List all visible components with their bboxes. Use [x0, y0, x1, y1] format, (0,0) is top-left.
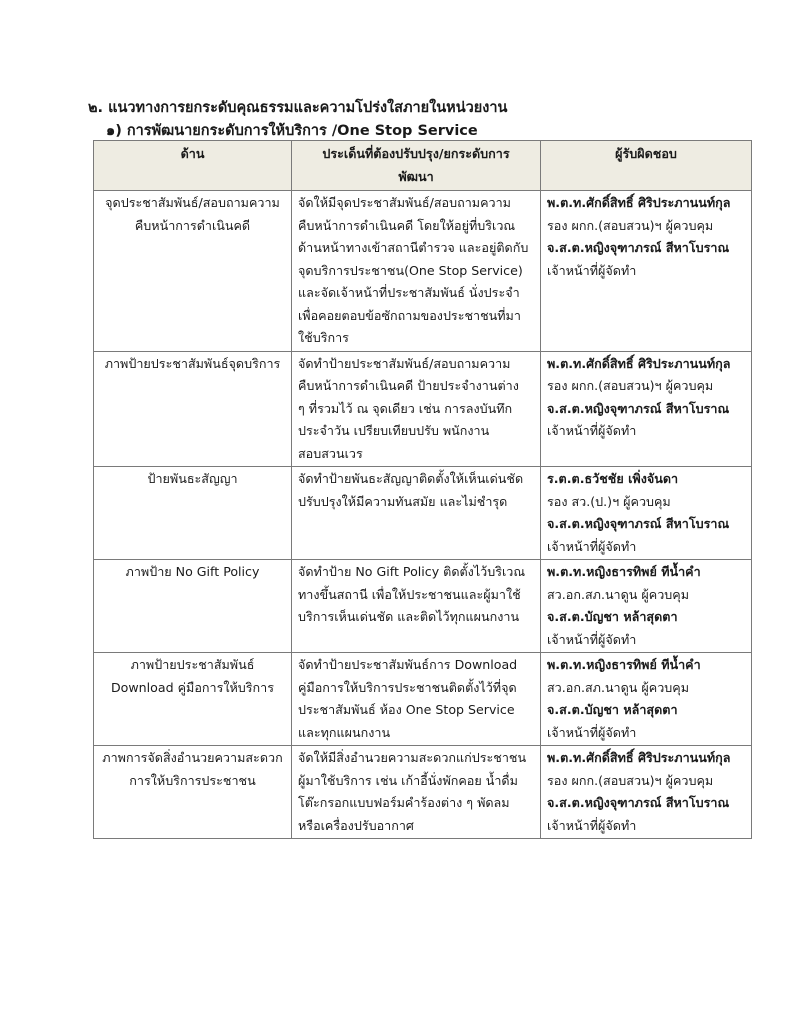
responsible-cell	[541, 746, 752, 839]
issue-cell-line: คืบหน้าการดำเนินคดี โดยให้อยู่ที่บริเวณ	[298, 217, 516, 233]
responsible-cell	[541, 351, 752, 467]
issue-cell	[292, 191, 541, 352]
officer-name: พ.ต.ท.ศักดิ์สิทธิ์ ศิริประภานนท์กุล	[547, 195, 731, 210]
subsection-heading: ๑) การพัฒนายกระดับการให้บริการ /One Stop Service	[106, 123, 478, 139]
header-responsible	[541, 141, 752, 191]
issue-cell-line: คืบหน้าการดำเนินคดี ป้ายประจำงานต่าง	[298, 378, 519, 393]
officer-name: จ.ส.ต.หญิงจุฑาภรณ์ สีหาโบราณ	[547, 240, 730, 255]
officer-name: จ.ส.ต.บัญชา หล้าสุดตา	[547, 609, 678, 624]
table-row	[94, 653, 752, 746]
aspect-cell	[94, 746, 292, 839]
service-improvement-table	[93, 140, 752, 839]
issue-cell-line: ปรับปรุงให้มีความทันสมัย และไม่ชำรุด	[298, 493, 508, 509]
issue-cell-line: จัดให้มีสิ่งอำนวยความสะดวกแก่ประชาชน	[298, 750, 527, 765]
issue-cell	[292, 560, 541, 653]
issue-cell-line: ผู้มาใช้บริการ เช่น เก้าอี้นั่งพักคอย น้ำดื่ม	[298, 772, 518, 788]
header-text-line: ผู้รับผิดชอบ	[615, 146, 677, 161]
officer-role: เจ้าหน้าที่ผู้จัดทำ	[547, 724, 637, 740]
issue-cell-line: และทุกแผนกงาน	[298, 724, 391, 740]
aspect-cell-line: ภาพการจัดสิ่งอำนวยความสะดวก	[102, 750, 283, 765]
table-row	[94, 560, 752, 653]
aspect-cell	[94, 653, 292, 746]
responsible-cell	[541, 191, 752, 352]
issue-cell-line: จัดทำป้ายประชาสัมพันธ์/สอบถามความ	[298, 355, 511, 371]
aspect-cell-line: ภาพป้ายประชาสัมพันธ์	[130, 657, 255, 672]
officer-role: เจ้าหน้าที่ผู้จัดทำ	[547, 817, 637, 833]
header-text-line: ด้าน	[180, 146, 205, 161]
table-row	[94, 191, 752, 352]
officer-name: จ.ส.ต.หญิงจุฑาภรณ์ สีหาโบราณ	[547, 795, 730, 810]
officer-role: รอง ผกก.(สอบสวน)ฯ ผู้ควบคุม	[547, 217, 714, 233]
officer-role: รอง ผกก.(สอบสวน)ฯ ผู้ควบคุม	[547, 772, 714, 788]
aspect-cell-line: Download คู่มือการให้บริการ	[110, 679, 275, 695]
table-body	[94, 191, 752, 839]
issue-cell-line: จัดทำป้ายประชาสัมพันธ์การ Download	[298, 657, 518, 672]
issue-cell-line: จัดทำป้ายพันธะสัญญาติดตั้งให้เห็นเด่นชัด	[298, 471, 524, 486]
aspect-cell-line: ภาพป้ายประชาสัมพันธ์จุดบริการ	[104, 355, 281, 371]
officer-name: พ.ต.ท.หญิงธารทิพย์ ทีน้ำคำ	[547, 564, 701, 579]
officer-role: รอง สว.(ป.)ฯ ผู้ควบคุม	[547, 493, 671, 509]
officer-role: เจ้าหน้าที่ผู้จัดทำ	[547, 538, 637, 554]
officer-name: พ.ต.ท.ศักดิ์สิทธิ์ ศิริประภานนท์กุล	[547, 355, 731, 371]
issue-cell-line: ใช้บริการ	[298, 330, 349, 345]
table-header-row	[94, 141, 752, 191]
aspect-cell-line: ป้ายพันธะสัญญา	[147, 471, 238, 486]
issue-cell-line: คู่มือการให้บริการประชาชนติดตั้งไว้ที่จุด	[298, 679, 517, 695]
issue-cell-line: และจัดเจ้าหน้าที่ประชาสัมพันธ์ นั่งประจำ	[298, 285, 520, 300]
issue-cell-line: หรือเครื่องปรับอากาศ	[298, 817, 414, 833]
issue-cell-line: จัดทำป้าย No Gift Policy ติดตั้งไว้บริเวณ	[298, 564, 526, 579]
issue-cell-line: โต๊ะกรอกแบบฟอร์มคำร้องต่าง ๆ พัดลม	[298, 795, 510, 810]
issue-cell	[292, 746, 541, 839]
officer-role: เจ้าหน้าที่ผู้จัดทำ	[547, 631, 637, 647]
aspect-cell	[94, 191, 292, 352]
officer-role: รอง ผกก.(สอบสวน)ฯ ผู้ควบคุม	[547, 378, 714, 393]
issue-cell-line: จัดให้มีจุดประชาสัมพันธ์/สอบถามความ	[298, 195, 511, 210]
officer-name: พ.ต.ท.ศักดิ์สิทธิ์ ศิริประภานนท์กุล	[547, 750, 731, 765]
issue-cell-line: ด้านหน้าทางเข้าสถานีตำรวจ และอยู่ติดกับ	[298, 240, 529, 255]
officer-role: สว.อก.สภ.นาดูน ผู้ควบคุม	[547, 679, 690, 695]
table-row	[94, 746, 752, 839]
responsible-cell	[541, 560, 752, 653]
table-row	[94, 467, 752, 560]
header-text-line: พัฒนา	[398, 168, 434, 184]
officer-name: จ.ส.ต.หญิงจุฑาภรณ์ สีหาโบราณ	[547, 516, 730, 531]
table-row	[94, 351, 752, 467]
aspect-cell	[94, 351, 292, 467]
officer-role: เจ้าหน้าที่ผู้จัดทำ	[547, 262, 637, 278]
officer-role: สว.อก.สภ.นาดูน ผู้ควบคุม	[547, 586, 690, 602]
header-issue	[292, 141, 541, 191]
aspect-cell	[94, 467, 292, 560]
header-text-line: ประเด็นที่ต้องปรับปรุง/ยกระดับการ	[322, 146, 510, 161]
aspect-cell-line: ภาพป้าย No Gift Policy	[125, 564, 260, 579]
issue-cell-line: บริการเห็นเด่นชัด และติดไว้ทุกแผนกงาน	[298, 609, 520, 624]
issue-cell-line: ประจำวัน เปรียบเทียบปรับ พนักงาน	[298, 423, 490, 438]
header-aspect	[94, 141, 292, 191]
aspect-cell-line: การให้บริการประชาชน	[129, 772, 256, 788]
issue-cell-line: จุดบริการประชาชน(One Stop Service)	[298, 262, 523, 278]
aspect-cell-line: คืบหน้าการดำเนินคดี	[134, 217, 251, 233]
officer-name: พ.ต.ท.หญิงธารทิพย์ ทีน้ำคำ	[547, 657, 701, 672]
officer-name: ร.ต.ต.ธวัชชัย เพิ่งจันดา	[547, 471, 679, 486]
aspect-cell-line: จุดประชาสัมพันธ์/สอบถามความ	[105, 195, 280, 210]
issue-cell-line: เพื่อคอยตอบข้อซักถามของประชาชนที่มา	[298, 307, 521, 323]
officer-name: จ.ส.ต.บัญชา หล้าสุดตา	[547, 702, 678, 717]
issue-cell-line: สอบสวนเวร	[298, 445, 363, 461]
issue-cell-line: ทางขึ้นสถานี เพื่อให้ประชาชนและผู้มาใช้	[298, 586, 521, 602]
responsible-cell	[541, 653, 752, 746]
officer-role: เจ้าหน้าที่ผู้จัดทำ	[547, 423, 637, 438]
officer-name: จ.ส.ต.หญิงจุฑาภรณ์ สีหาโบราณ	[547, 400, 730, 416]
issue-cell	[292, 467, 541, 560]
responsible-cell	[541, 467, 752, 560]
issue-cell	[292, 351, 541, 467]
issue-cell-line: ๆ ที่รวมไว้ ณ จุดเดียว เช่น การลงบันทึก	[298, 400, 513, 416]
section-heading: ๒. แนวทางการยกระดับคุณธรรมและความโปร่งใสภายในหน่วยงาน	[88, 100, 508, 116]
issue-cell-line: ประชาสัมพันธ์ ห้อง One Stop Service	[298, 702, 515, 717]
aspect-cell	[94, 560, 292, 653]
issue-cell	[292, 653, 541, 746]
